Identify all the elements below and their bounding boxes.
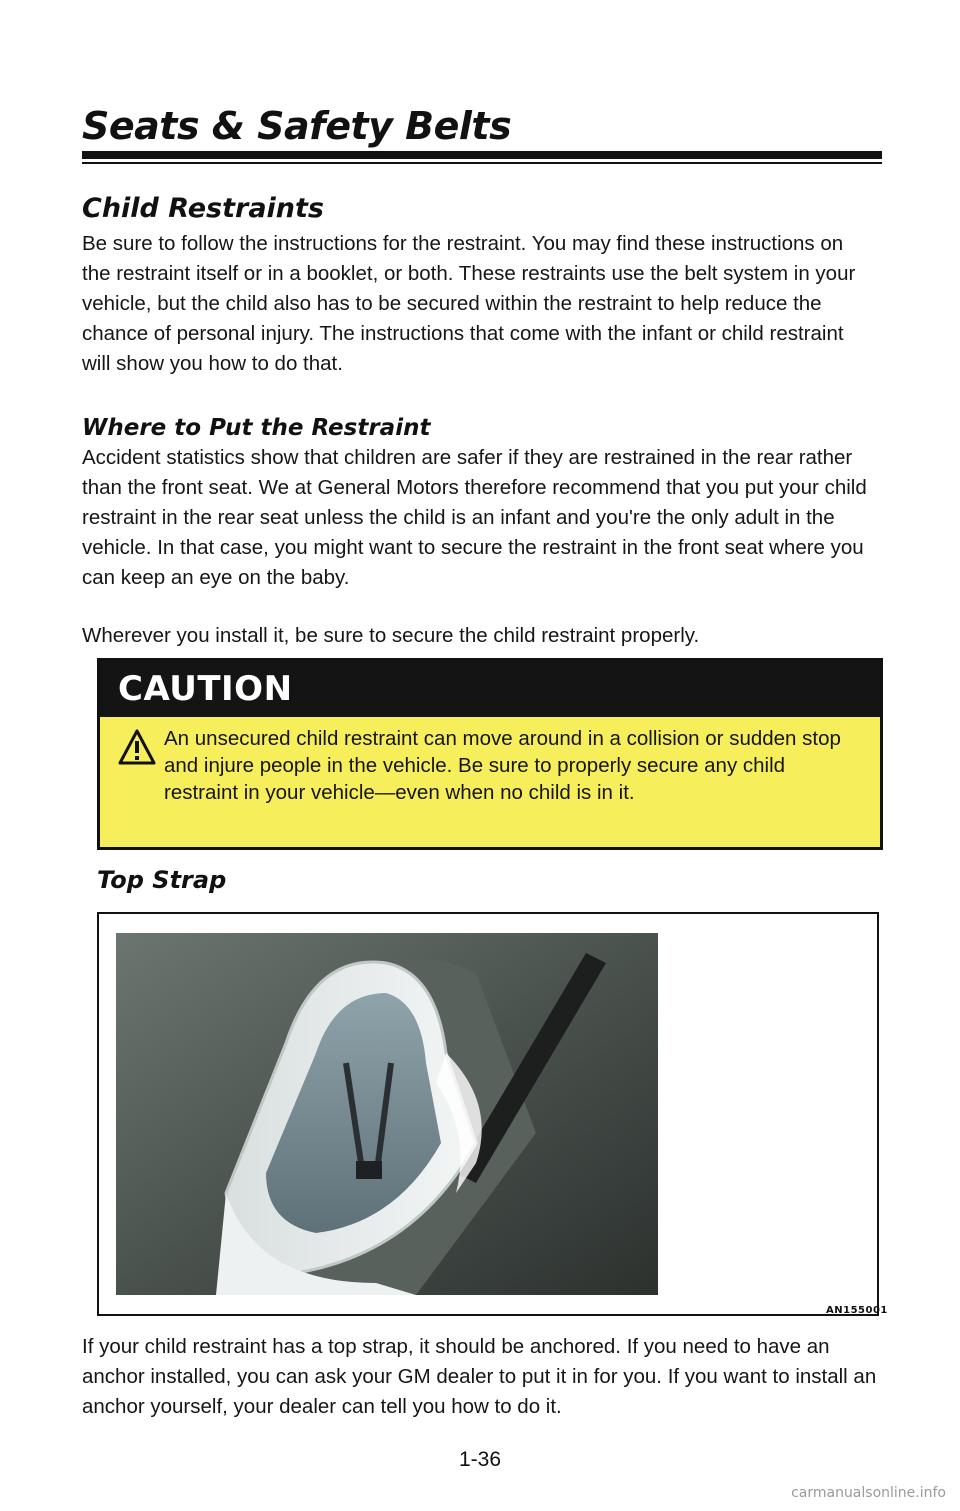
figure-code: AN155001 [826,1305,888,1316]
intro-paragraph: Be sure to follow the instructions for the restraint. You may find these instructions on the restraint itself or in a booklet, or both. These restraints use the belt system in your vehicle, but the child also has to be secured within the restraint to help reduce the chance of personal injury. The instructions that come with the infant or child restraint will show you how to do that. [82,232,856,375]
section-title: Child Restraints [82,193,324,224]
caution-text: An unsecured child restraint can move around in a collision or sudden stop and injure people in the vehicle. Be sure to properly secure any child restraint in your vehicle—even when no child is in it. [164,727,841,804]
subsection-title-top-strap: Top Strap [97,866,227,894]
page-number: 1-36 [458,1448,502,1471]
header-rule-thin [82,162,882,164]
chapter-title: Seats & Safety Belts [82,104,512,148]
caution-box [97,658,883,850]
where-paragraph: Accident statistics show that children are safer if they are restrained in the rear rather than the front seat. We at General Motors therefore recommend that you put your child restraint in the rear seat unless the child is an infant and you're the only adult in the vehicle. In that case, you might want to secure the restraint in the front seat where you can keep an eye on the baby. [82,446,867,589]
top-strap-paragraph: If your child restraint has a top strap, it should be anchored. If you need to have an anchor installed, you can ask your GM dealer to put it in for you. If you want to install an anchor yourself, your dealer can tell you how to do it. [82,1335,877,1418]
header-rule [82,151,882,159]
watermark: carmanualsonline.info [791,1485,946,1501]
where-paragraph-2: Wherever you install it, be sure to secure the child restraint properly. [82,624,700,647]
caution-header: CAUTION [100,661,880,717]
child-seat-illustration [116,933,658,1295]
warning-triangle-icon [118,729,156,765]
subsection-title-where: Where to Put the Restraint [82,415,431,441]
